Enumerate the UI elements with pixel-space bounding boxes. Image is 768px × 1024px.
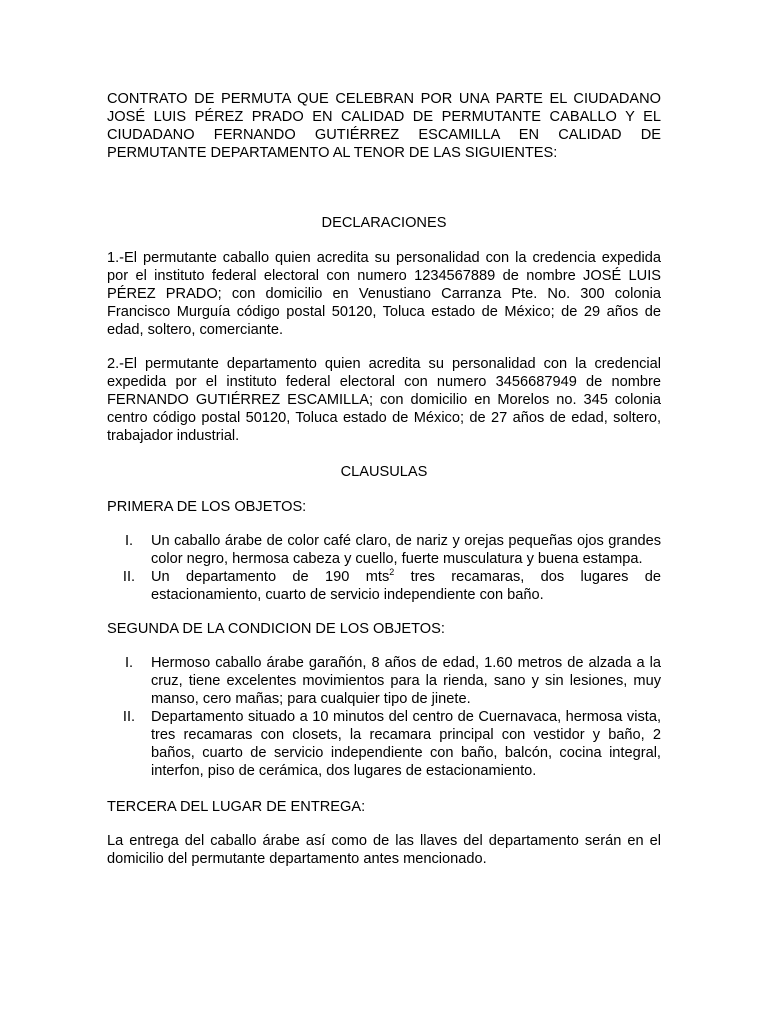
- item-number: I.: [124, 533, 134, 549]
- item-text-part: tres recamaras, dos lugares de estacionamiento, cuarto de servicio independiente con baño.: [151, 569, 662, 603]
- item-text-part: Un departamento de 190 mts: [151, 569, 390, 585]
- document-page: [107, 90, 661, 868]
- item-text: Hermoso caballo árabe garañón, 8 años de edad, 1.60 metros de alzada a la cruz, tiene excelentes movimientos para la rienda, sano y sin lesiones, muy manso, cero mañas; para cualquier tipo de jinete.: [151, 655, 661, 707]
- superscript: 2: [389, 567, 395, 578]
- item-text: Departamento situado a 10 minutos del centro de Cuernavaca, hermosa vista, tres recamaras con closets, la recamara principal con vestidor y baño, 2 baños, cuarto de servicio independiente con baño, balcón, cocina integral, interfon, piso de cerámica, dos lugares de estacionamiento.: [151, 709, 661, 779]
- declaracion-2: 2.-El permutante departamento quien acredita su personalidad con la credencial expedida por el instituto federal electoral con numero 3456687949 de nombre FERNANDO GUTIÉRREZ ESCAMILLA; con domicilio en Morelos no. 345 colonia centro código postal 50120, Toluca estado de México; de 27 años de edad, soltero, trabajador industrial.: [107, 356, 661, 444]
- tercera-heading: TERCERA DEL LUGAR DE ENTREGA:: [107, 799, 366, 815]
- primera-list: [107, 532, 661, 604]
- item-number: II.: [122, 569, 136, 585]
- declaracion-1: 1.-El permutante caballo quien acredita su personalidad con la credencia expedida por el instituto federal electoral con numero 1234567889 de nombre JOSÉ LUIS PÉREZ PRADO; con domicilio en Venustiano Carranza Pte. No. 300 colonia Francisco Murguía código postal 50120, Toluca estado de México; de 29 años de edad, soltero, comerciante.: [107, 250, 661, 338]
- primera-heading: PRIMERA DE LOS OBJETOS:: [107, 499, 307, 515]
- item-number: I.: [124, 655, 134, 671]
- item-number: II.: [122, 709, 136, 725]
- list-item: [107, 654, 661, 708]
- item-text: Un caballo árabe de color café claro, de nariz y orejas pequeñas ojos grandes color negro, hermosa cabeza y cuello, fuerte musculatura y buena estampa.: [151, 533, 661, 567]
- list-item: [107, 708, 661, 780]
- segunda-heading: SEGUNDA DE LA CONDICION DE LOS OBJETOS:: [107, 621, 445, 637]
- contract-intro: CONTRATO DE PERMUTA QUE CELEBRAN POR UNA PARTE EL CIUDADANO JOSÉ LUIS PÉREZ PRADO EN CALIDAD DE PERMUTANTE CABALLO Y EL CIUDADANO FERNANDO GUTIÉRREZ ESCAMILLA EN CALIDAD DE PERMUTANTE DEPARTAMENTO AL TENOR DE LAS SIGUIENTES:: [107, 91, 661, 161]
- clausulas-heading: CLAUSULAS: [340, 464, 428, 480]
- segunda-list: [107, 654, 661, 780]
- item-text: [151, 568, 661, 604]
- tercera-text: La entrega del caballo árabe así como de las llaves del departamento serán en el domicilio del permutante departamento antes mencionado.: [107, 833, 661, 867]
- list-item: [107, 568, 661, 604]
- list-item: [107, 532, 661, 568]
- declaraciones-heading: DECLARACIONES: [321, 215, 447, 231]
